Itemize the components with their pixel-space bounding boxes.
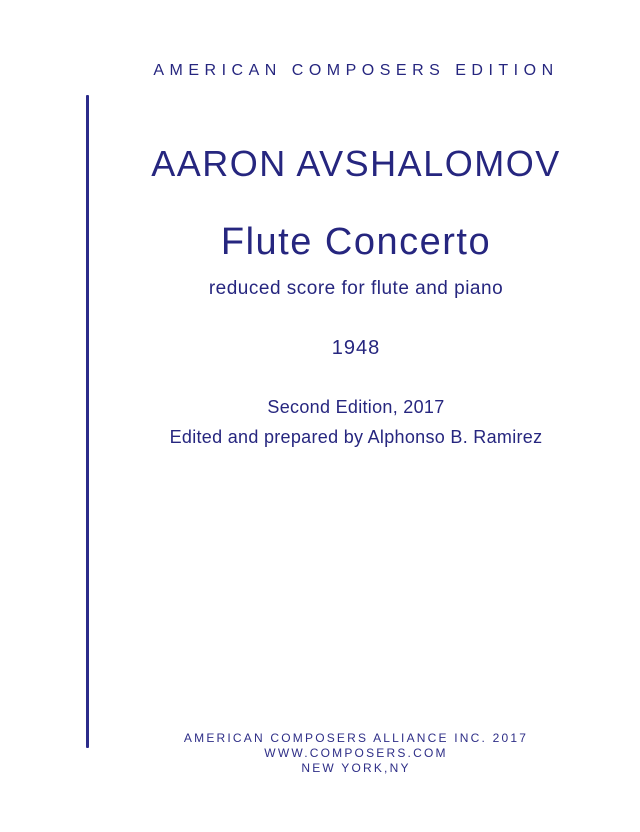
work-subtitle: reduced score for flute and piano — [208, 278, 504, 299]
publisher-location: NEW YORK,NY — [301, 761, 411, 775]
work-title: Flute Concerto — [220, 221, 492, 263]
publisher-name: AMERICAN COMPOSERS ALLIANCE INC. 2017 — [183, 731, 529, 745]
publisher-website: WWW.COMPOSERS.COM — [264, 746, 448, 760]
composer-name: AARON AVSHALOMOV — [151, 143, 561, 184]
editor-credit: Edited and prepared by Alphonso B. Ramirez — [169, 427, 543, 447]
composition-year: 1948 — [331, 337, 381, 359]
edition-series-header: AMERICAN COMPOSERS EDITION — [153, 62, 559, 79]
title-page-content — [72, 0, 640, 832]
edition-statement: Second Edition, 2017 — [267, 397, 445, 417]
publisher-footer — [72, 731, 640, 776]
